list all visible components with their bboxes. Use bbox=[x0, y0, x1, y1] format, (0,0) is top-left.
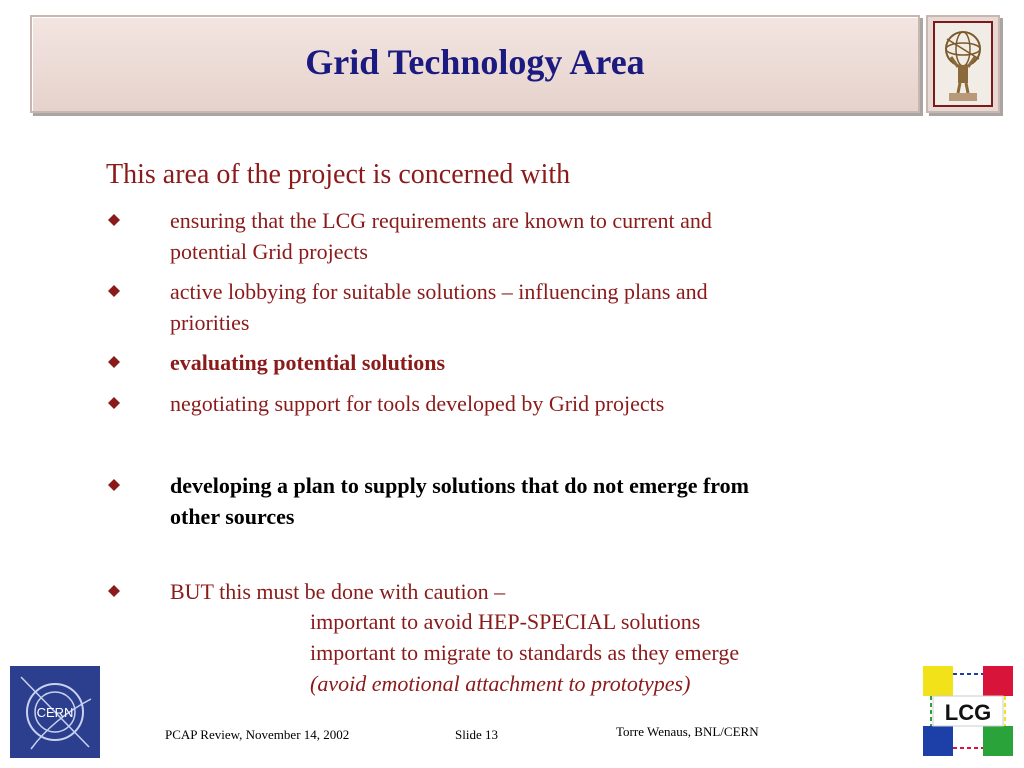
slide-title: Grid Technology Area bbox=[305, 42, 645, 82]
bullet-line: BUT this must be done with caution – bbox=[170, 579, 506, 604]
atlas-logo-box bbox=[926, 15, 1000, 113]
cern-logo-icon bbox=[13, 669, 97, 755]
bullet-line: other sources bbox=[170, 504, 295, 529]
bullet-line: potential Grid projects bbox=[170, 239, 368, 264]
caution-subline: important to migrate to standards as they emerge bbox=[310, 640, 740, 665]
diamond-bullet-icon bbox=[108, 285, 120, 297]
footer-right: Torre Wenaus, BNL/CERN bbox=[616, 724, 759, 739]
caution-subline: important to avoid HEP-SPECIAL solutions bbox=[310, 609, 701, 634]
intro-text: This area of the project is concerned with bbox=[106, 159, 571, 190]
diamond-bullet-icon bbox=[108, 356, 120, 368]
caution-subline: (avoid emotional attachment to prototypes) bbox=[310, 671, 691, 696]
footer-slide-number: Slide 13 bbox=[455, 727, 498, 742]
atlas-logo-icon bbox=[933, 21, 993, 107]
bullet-line: negotiating support for tools developed by Grid projects bbox=[170, 391, 665, 416]
diamond-bullet-icon bbox=[108, 214, 120, 226]
lcg-logo bbox=[921, 664, 1015, 758]
diamond-bullet-icon bbox=[108, 479, 120, 491]
footer-left: PCAP Review, November 14, 2002 bbox=[165, 727, 350, 742]
lcg-logo-text: LCG bbox=[944, 700, 992, 725]
diamond-bullet-icon bbox=[108, 585, 120, 597]
cern-logo-text: CERN bbox=[36, 705, 74, 720]
bullet-line: ensuring that the LCG requirements are known to current and bbox=[170, 208, 712, 233]
diamond-bullet-icon bbox=[108, 397, 120, 409]
bullet-line: priorities bbox=[170, 310, 250, 335]
bullet-line: active lobbying for suitable solutions – influencing plans and bbox=[170, 279, 708, 304]
bullet-line: evaluating potential solutions bbox=[170, 350, 446, 375]
cern-logo bbox=[10, 666, 100, 758]
lcg-logo-icon bbox=[921, 664, 1015, 758]
bullet-line: developing a plan to supply solutions that do not emerge from bbox=[170, 473, 749, 498]
